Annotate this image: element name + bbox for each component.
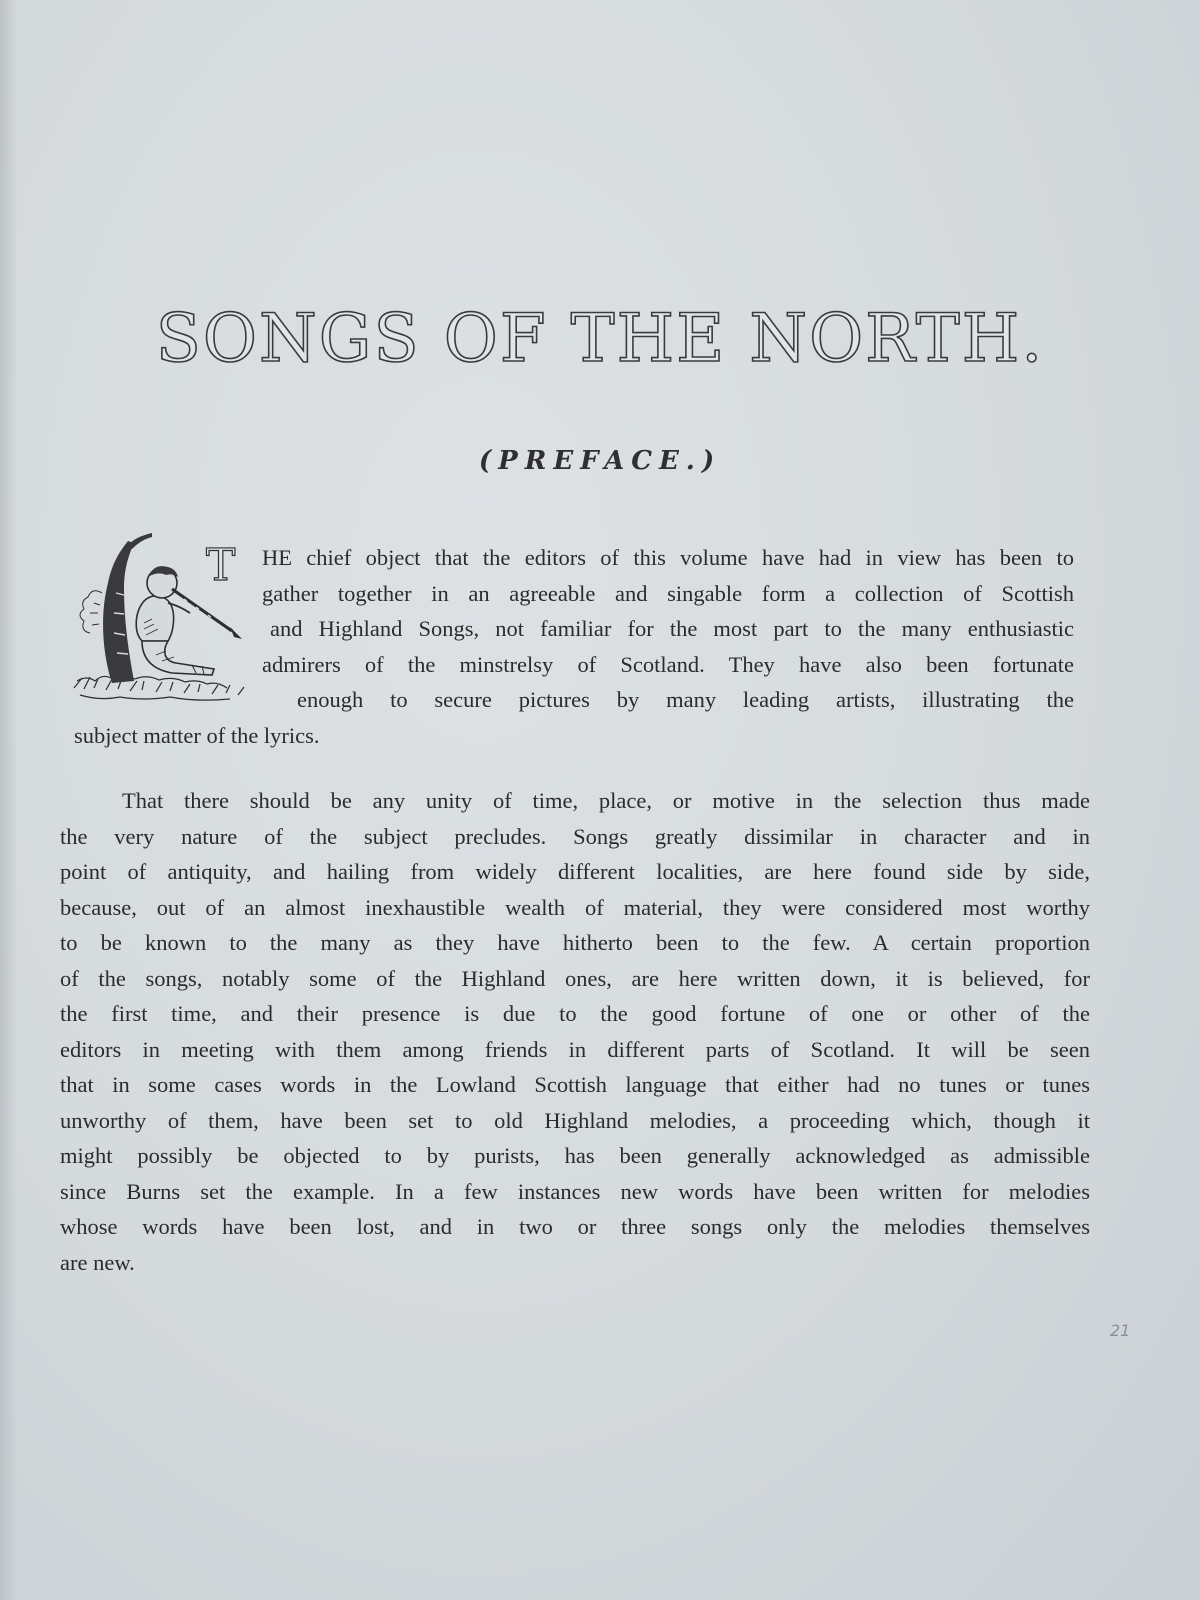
- paragraph-line: unworthy of them, have been set to old Highland melodies, a proceeding which, though it: [60, 1107, 1090, 1133]
- paragraph-line: to be known to the many as they have hitherto been to the few. A certain proportion: [60, 930, 1090, 955]
- paragraph-line: are new.: [60, 1249, 135, 1275]
- paragraph-line: subject matter of the lyrics.: [74, 722, 320, 748]
- paragraph-line: of the songs, notably some of the Highland ones, are here written down, it is believed, for: [60, 965, 1090, 991]
- paragraph-line: whose words have been lost, and in two or three songs only the melodies themselves: [60, 1214, 1090, 1239]
- paragraph-line: point of antiquity, and hailing from widely different localities, are here found side by side,: [60, 859, 1090, 884]
- page-title: SONGS OF THE NORTH.: [155, 300, 1045, 377]
- paragraph-line: gather together in an agreeable and singable form a collection of Scottish: [262, 580, 1074, 606]
- preface-paragraph-2: [60, 783, 1090, 1280]
- paragraph-line: since Burns set the example. In a few instances new words have been written for melodies: [60, 1178, 1090, 1204]
- paragraph-line: editors in meeting with them among friends in different parts of Scotland. It will be seen: [60, 1036, 1090, 1062]
- preface-paragraph-1: [74, 540, 1074, 753]
- paragraph-line: because, out of an almost inexhaustible wealth of material, they were considered most worthy: [60, 894, 1090, 920]
- drop-cap-letter: T: [206, 540, 236, 591]
- paragraph-line: HE chief object that the editors of this volume have had in view has been to: [262, 545, 1074, 570]
- paragraph-line: might possibly be objected to by purists, has been generally acknowledged as admissible: [60, 1143, 1090, 1168]
- paragraph-line: and Highland Songs, not familiar for the most part to the many enthusiastic: [270, 616, 1074, 641]
- page-subtitle: (PREFACE.): [478, 446, 722, 476]
- paragraph-line: enough to secure pictures by many leading artists, illustrating the: [297, 687, 1074, 712]
- paragraph-line: That there should be any unity of time, place, or motive in the selection thus made: [122, 788, 1090, 813]
- paragraph-line: the very nature of the subject precludes. Songs greatly dissimilar in character and in: [60, 823, 1090, 849]
- paragraph-line: admirers of the minstrelsy of Scotland. They have also been fortunate: [262, 651, 1074, 677]
- paragraph-line: that in some cases words in the Lowland Scottish language that either had no tunes or tunes: [60, 1072, 1090, 1097]
- paragraph-line: the first time, and their presence is due to the good fortune of one or other of the: [60, 1001, 1090, 1026]
- pencil-margin-note: 21: [1110, 1321, 1131, 1340]
